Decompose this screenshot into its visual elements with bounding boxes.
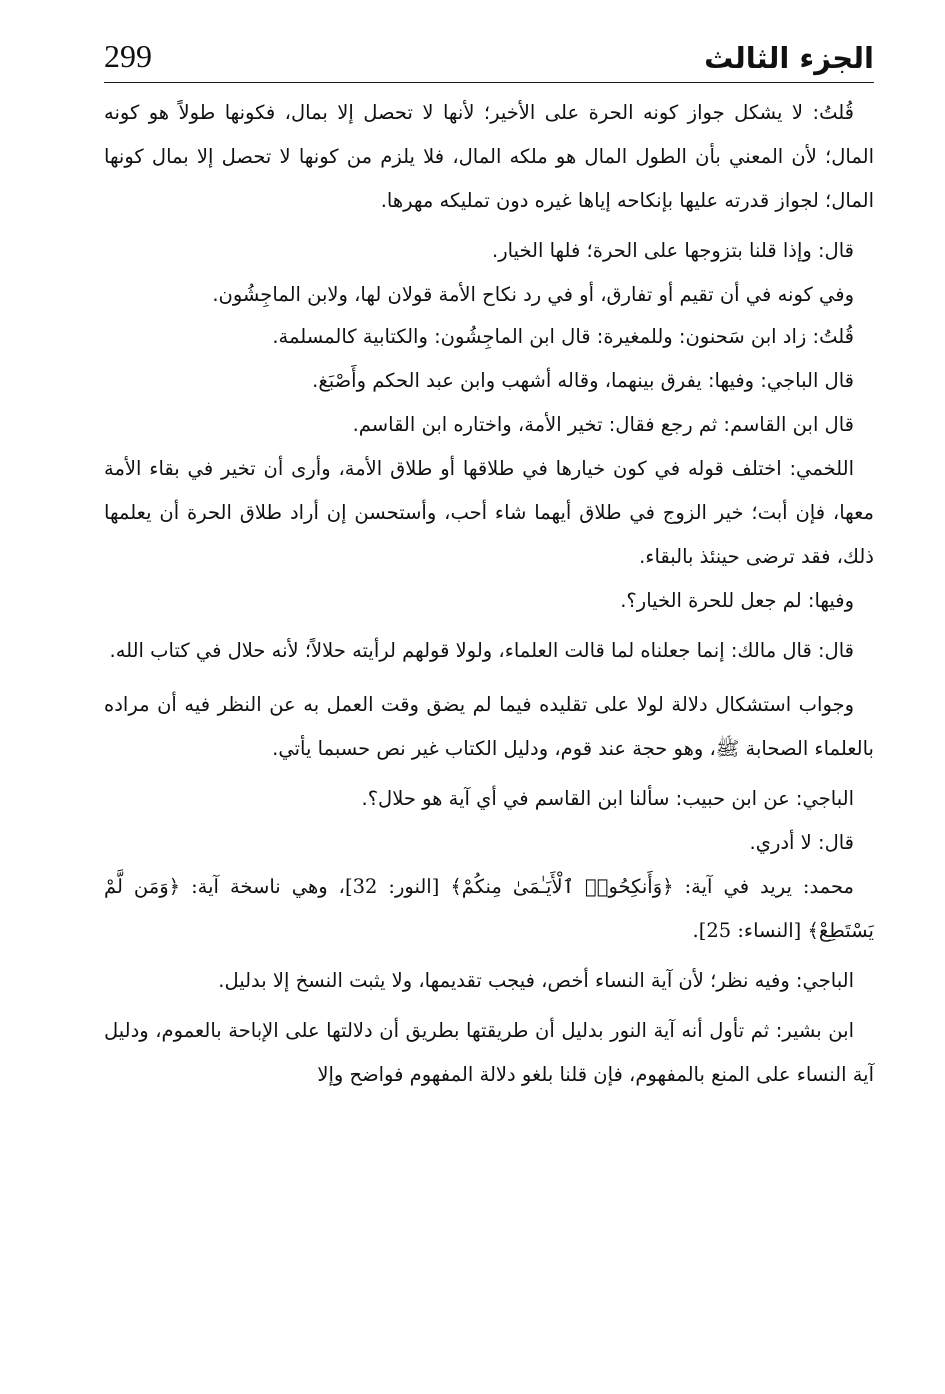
page-header	[104, 30, 874, 83]
paragraph: وجواب استشكال دلالة لولا على تقليده فيما لم يضق وقت العمل به عن النظر فيه أن مراده بالعلماء الصحابة ﷺ، وهو حجة عند قوم، ودليل الكتاب غير نص حسبما يأتي.	[104, 693, 874, 760]
paragraph: قال: لا أدري.	[749, 831, 854, 854]
document-page	[104, 30, 874, 1370]
paragraph: الباجي: عن ابن حبيب: سألنا ابن القاسم في أي آية هو حلال؟.	[361, 787, 854, 810]
body-text	[104, 91, 874, 1097]
paragraph: الباجي: وفيه نظر؛ لأن آية النساء أخص، فيجب تقديمها، ولا يثبت النسخ إلا بدليل.	[218, 969, 854, 992]
paragraph: قال ابن القاسم: ثم رجع فقال: تخير الأمة، واختاره ابن القاسم.	[352, 413, 854, 436]
paragraph: قُلتُ: زاد ابن سَحنون: وللمغيرة: قال ابن الماجِشُون: والكتابية كالمسلمة.	[272, 325, 854, 348]
paragraph: اللخمي: اختلف قوله في كون خيارها في طلاقها أو طلاق الأمة، وأرى أن تخير في بقاء الأمة معها، فإن أبت؛ خير الزوج في طلاق أيهما شاء أحب، وأستحسن إن أراد طلاق الحرة أن يعلمها ذلك، فقد ترضى حينئذ بالبقاء.	[104, 457, 874, 568]
paragraph: وفيها: لم جعل للحرة الخيار؟.	[620, 589, 854, 612]
paragraph: قال: قال مالك: إنما جعلناه لما قالت العلماء، ولولا قولهم لرأيته حلالاً؛ لأنه حلال في كتاب الله.	[109, 639, 854, 662]
paragraph: قُلتُ: لا يشكل جواز كونه الحرة على الأخير؛ لأنها لا تحصل إلا بمال، فكونها طولاً هو كونه المال؛ لأن المعني بأن الطول المال هو ملكه المال، فلا يلزم من كونها لا تحصل إلا بمال كونها المال؛ لجواز قدرته عليها بإنكاحه إياها غيره دون تمليكه مهرها.	[104, 101, 874, 212]
running-title: الجزء الثالث	[704, 41, 874, 75]
paragraph: وفي كونه في أن تقيم أو تفارق، أو في رد نكاح الأمة قولان لها، ولابن الماجِشُون.	[212, 283, 854, 306]
page-number: 299	[104, 38, 152, 74]
paragraph: قال الباجي: وفيها: يفرق بينهما، وقاله أشهب وابن عبد الحكم وأَصْبَغ.	[312, 369, 854, 392]
paragraph: قال: وإذا قلنا بتزوجها على الحرة؛ فلها الخيار.	[492, 239, 854, 262]
paragraph: ابن بشير: ثم تأول أنه آية النور بدليل أن طريقتها بطريق أن دلالتها على الإباحة بالعموم، ودليل آية النساء على المنع بالمفهوم، فإن قلنا بلغو دلالة المفهوم فواضح وإلا	[104, 1019, 874, 1086]
paragraph: محمد: يريد في آية: ﴿وَأَنكِحُوا۟ ٱلْأَيَـٰمَىٰ مِنكُمْ﴾ [النور: 32]، وهي ناسخة آية: ﴿وَمَن لَّمْ يَسْتَطِعْ﴾ [النساء: 25].	[104, 875, 874, 942]
